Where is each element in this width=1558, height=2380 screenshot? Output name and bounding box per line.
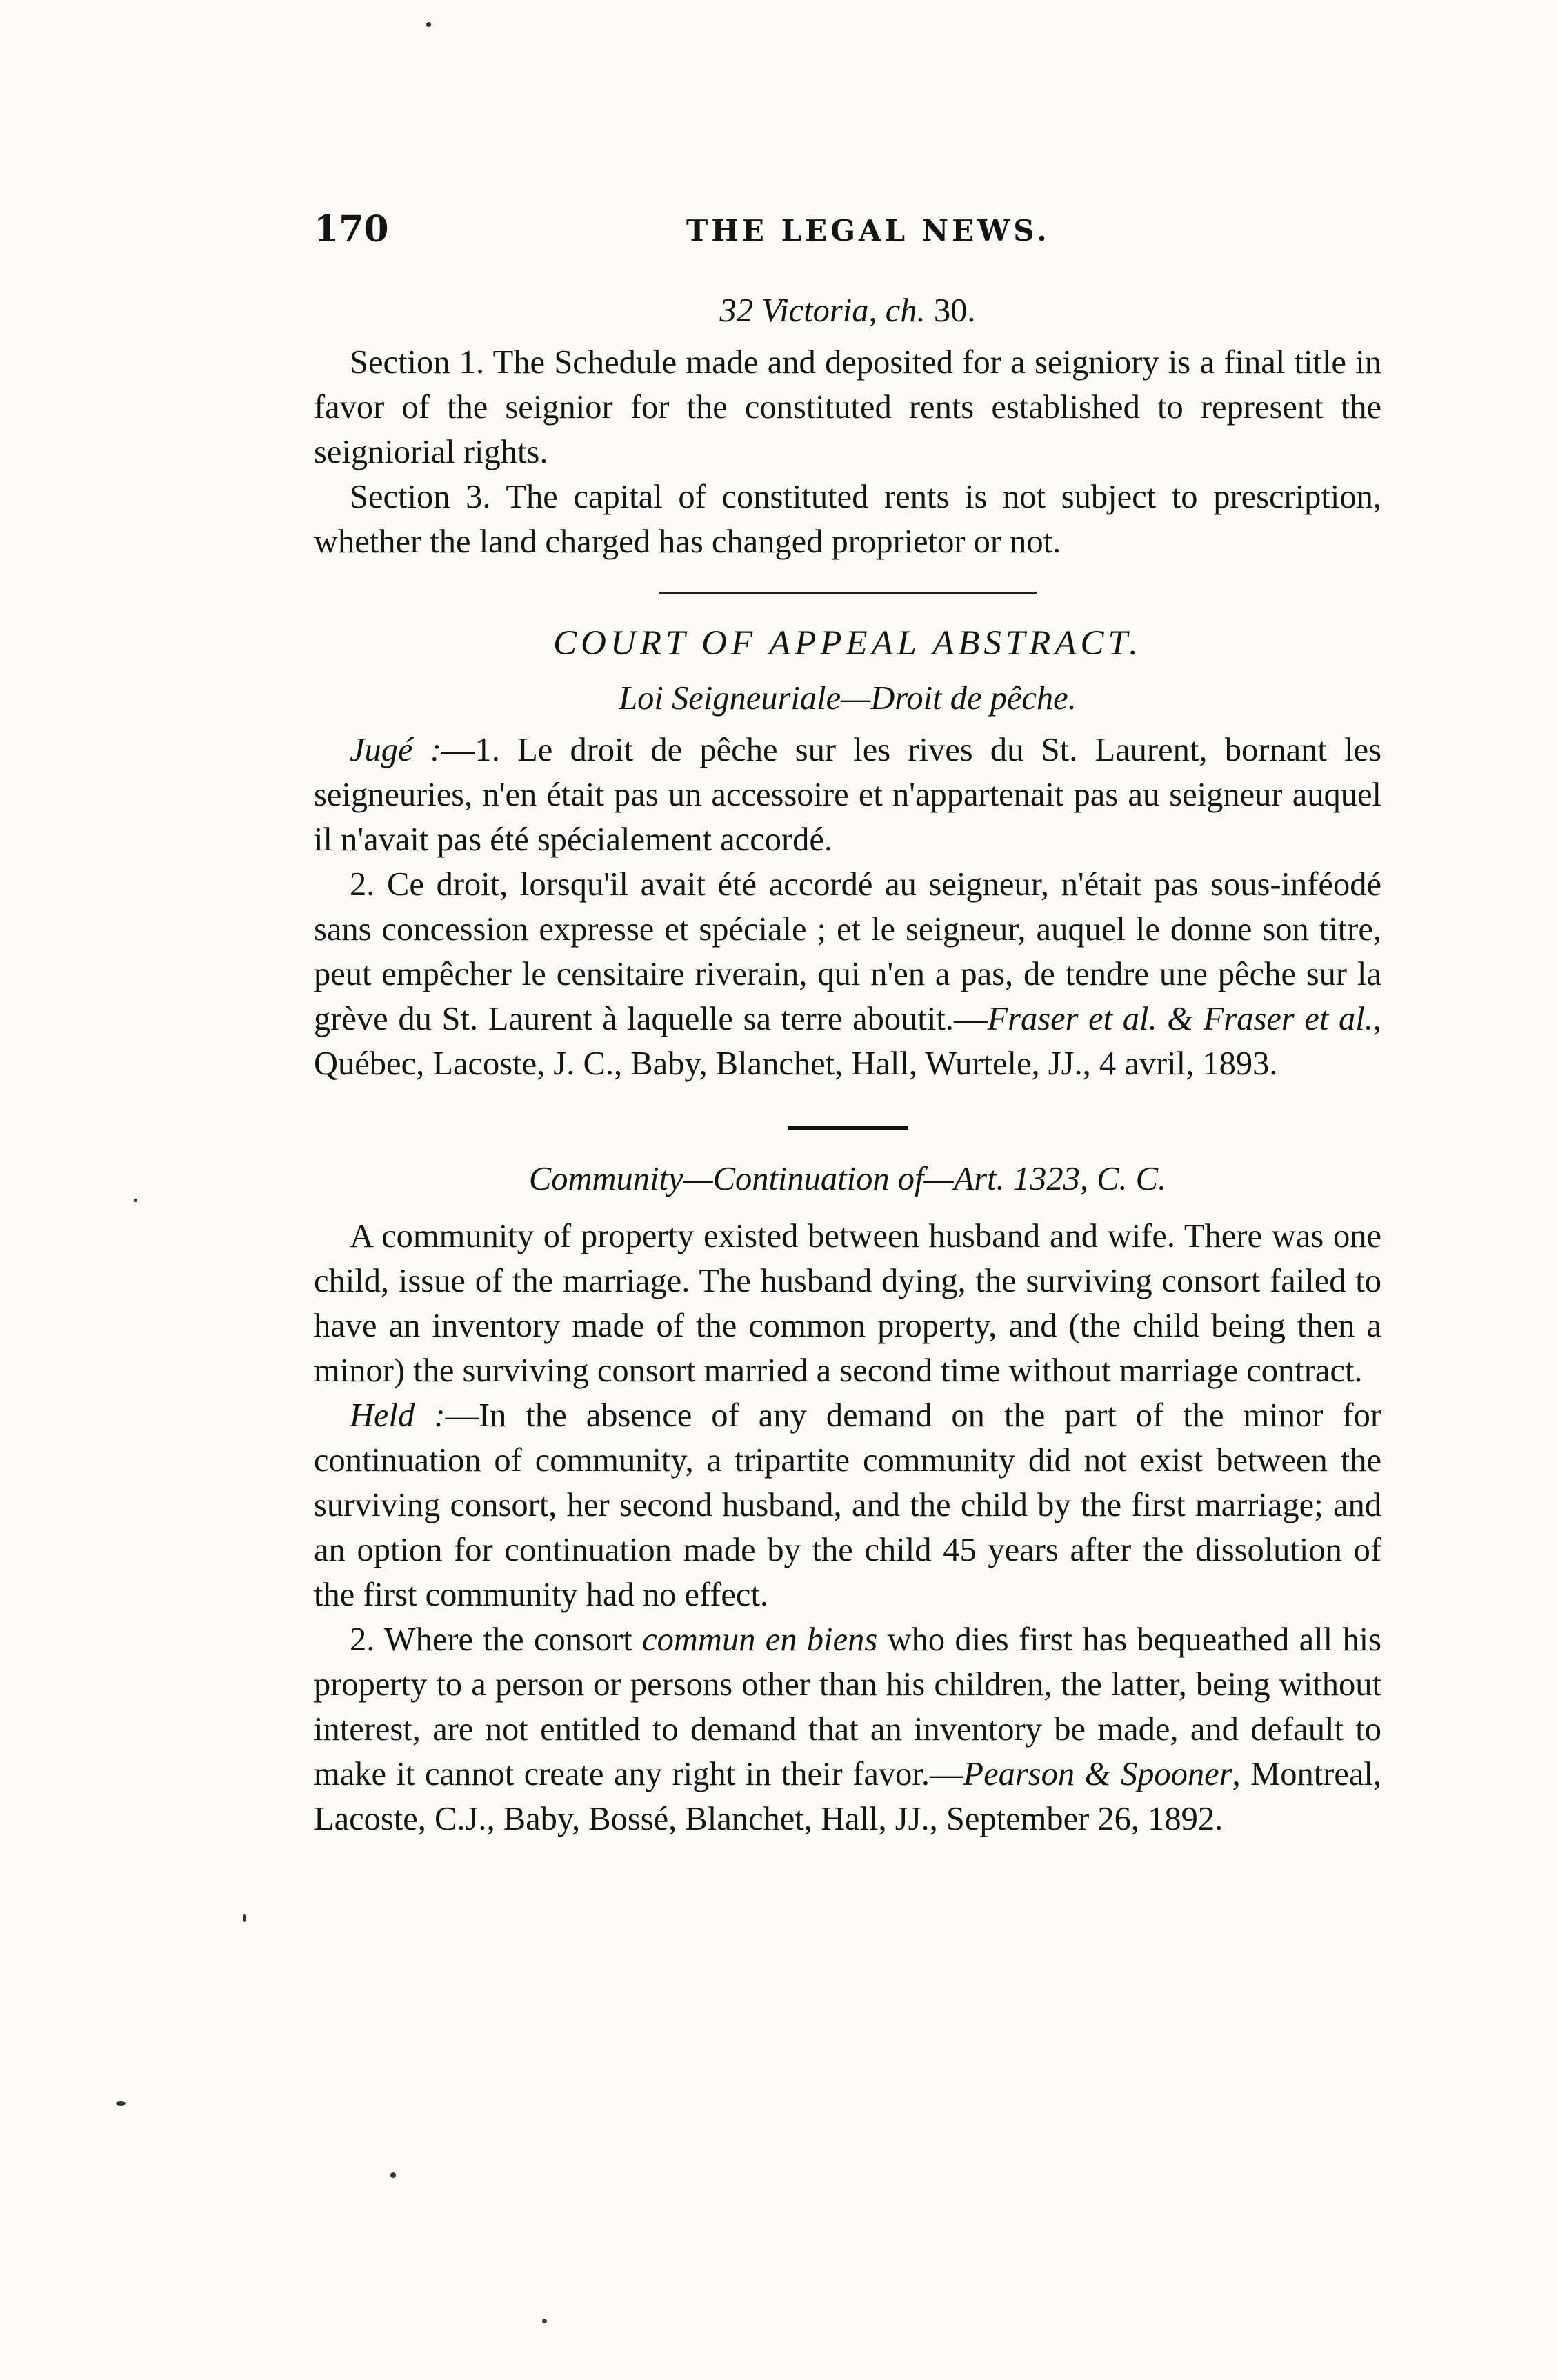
case1-citation: , Québec, Lacoste, J. C., Baby, Blanchet, Hall, Wurtele, JJ., 4 avril, 1893.: [314, 1001, 1382, 1082]
case2-facts: A community of property existed between husband and wife. There was one child, issue of the marriage. The husband dying, the surviving consort failed to have an inventory made of the common property, and (the child being then a minor) the surviving consort married a second time without marriage contract.: [314, 1218, 1381, 1389]
case1-subhead: Loi Seigneuriale—Droit de pêche.: [619, 680, 1077, 717]
case2-subhead: [314, 1157, 1381, 1201]
scan-speck: [116, 2101, 126, 2106]
case2-para2: [314, 1617, 1381, 1841]
statute-section-3: Section 3. The capital of constituted rents is not subject to prescription, whether the land charged has changed proprietor or not.: [314, 479, 1381, 560]
page-header: [314, 208, 1379, 257]
case2-para2-start: 2. Where the consort: [350, 1621, 643, 1658]
statute-section-1: Section 1. The Schedule made and deposited for a seigniory is a final title in favor of the seignior for the constituted rents established to represent the seigniorial rights.: [314, 344, 1381, 470]
section-divider: [659, 592, 1037, 594]
running-head: THE LEGAL NEWS.: [686, 214, 1050, 248]
juge-label: Jugé :: [350, 732, 441, 768]
text-column: [314, 288, 1381, 1841]
case2-held-text: —In the absence of any demand on the part of the minor for continuation of community, a tripartite community did not exist between the surviving consort, her second husband, and the child by the first marriage; and an option for continuation made by the child 45 years after the dissolution of the first community had no effect.: [314, 1397, 1381, 1613]
case1-para1-text: —1. Le droit de pêche sur les rives du St. Laurent, bornant les seigneuries, n'en était pas un accessoire et n'appartenait pas au seigneur auquel il n'avait pas été spécialement accordé.: [314, 732, 1381, 858]
scan-speck: [542, 2319, 547, 2323]
page-number: 170: [314, 208, 389, 250]
case2-parties: Pearson & Spooner: [963, 1756, 1232, 1792]
case1-parties: Fraser et al. & Fraser et al.: [987, 1001, 1373, 1037]
statute-heading: [314, 288, 1381, 333]
case1-para2-text: 2. Ce droit, lorsqu'il avait été accordé au seigneur, n'était pas sous-inféodé sans concession expresse et spéciale ; et le seigneur, auquel le donne son titre, peut empêcher le censitaire riverain, qui n'en a pas, de tendre une pêche sur la grève du St. Laurent à laquelle sa terre aboutit.—: [314, 866, 1381, 1037]
scan-speck: [390, 2172, 396, 2178]
case1-para1: [314, 728, 1381, 862]
case2-subhead-article: 1323, C. C.: [1012, 1161, 1167, 1197]
scan-speck: [243, 1914, 246, 1922]
case2-para2-rest: who dies first has bequeathed all his property to a person or persons other than his children, the latter, being without interest, are not entitled to demand that an inventory be made, and default to make it cannot create any right in their favor.—: [314, 1621, 1382, 1792]
statute-heading-title: 32 Victoria, ch.: [719, 292, 926, 329]
case2-citation: , Montreal, Lacoste, C.J., Baby, Bossé, Blanchet, Hall, JJ., September 26, 1892.: [314, 1756, 1381, 1837]
statute-heading-number: 30.: [933, 292, 976, 329]
case-divider: [788, 1126, 908, 1130]
abstract-title: COURT OF APPEAL ABSTRACT.: [553, 624, 1142, 663]
case1-para2: [314, 862, 1381, 1086]
case2-subhead-title: Community—Continuation of—Art.: [528, 1161, 1005, 1197]
scan-speck: [426, 22, 431, 27]
case2-held: [314, 1393, 1381, 1617]
scan-speck: [134, 1199, 137, 1202]
held-label: Held :: [350, 1397, 446, 1434]
case2-para2-italic: commun en biens: [642, 1621, 878, 1658]
